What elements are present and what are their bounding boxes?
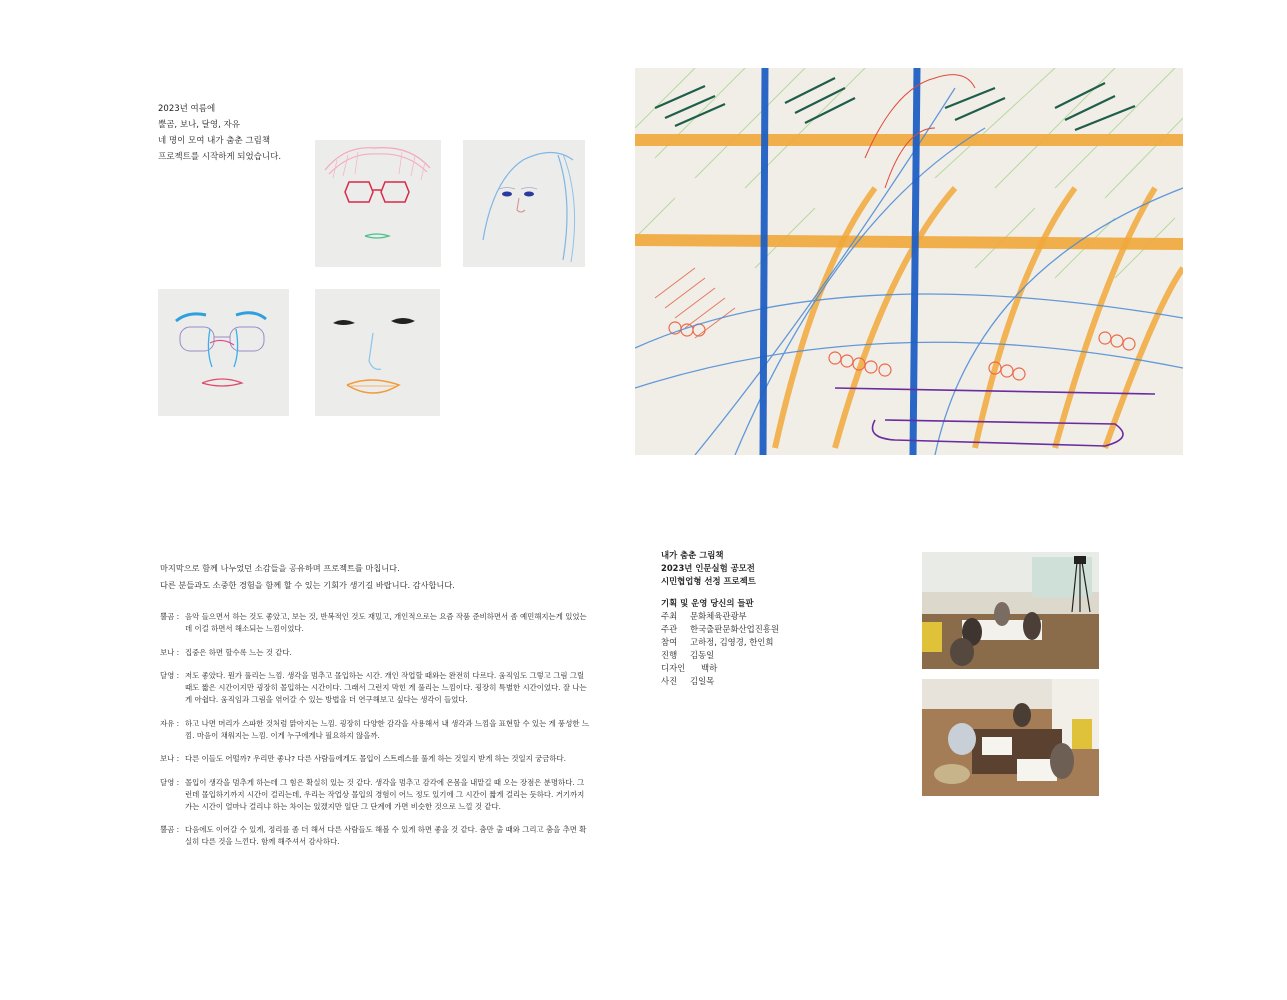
comment-author: 달영 : [160, 777, 180, 787]
comment-text: 하고 나면 머리가 스파한 것처럼 맑아지는 느낌. 굉장히 다양한 감각을 사용해서 내 생각과 느낌을 표현할 수 있는 게 풍성한 느낌. 마음이 채워지는 느낌. 이게 누구에게나 필요하지 않을까. [185, 718, 589, 740]
face-drawing-2 [463, 140, 585, 267]
comment-text: 몰입이 생각을 멈추게 하는데 그 힘은 확실히 있는 것 같다. 생각을 멈추고 감각에 온몸을 내맡길 때 오는 장점은 분명하다. 그런데 몰입하기까지 시간이 걸리는데, 우리는 작업상 몰입의 경험이 어느 정도 있기에 그 시간이 짧게 걸리는 듯하다. 거기까지 가는 시간이 얼마나 걸리냐 하는 차이는 있겠지만 일단 그 단계에 가면 비슷한 것으로 느낄 것 같다. [185, 777, 585, 811]
credit-value: 문화체육관광부 [690, 611, 747, 621]
intro-line: 뿔곰, 보나, 달영, 자유 [158, 120, 240, 130]
intro-line: 프로젝트를 시작하게 되었습니다. [158, 152, 282, 162]
credit-role: 주최 [661, 611, 678, 621]
comment-text: 저도 좋았다. 뭔가 풀리는 느낌. 생각을 멈추고 몰입하는 시간. 개인 작업할 때와는 완전히 다르다. 움직임도 그렇고 그림 그릴 때도 짧은 시간이지만 굉장히 몰입하는 시간이다. 그래서 그런지 막힌 게 풀리는 느낌이다. 굉장히 특별한 시간이었다. 잘 나는 게 아쉽다. 움직임과 그림을 엮어갈 수 있는 방법을 더 연구해보고 싶다는 생각이 들었다. [185, 671, 587, 704]
workshop-photo-1 [922, 552, 1099, 669]
comment-author: 뿔곰 : [160, 825, 180, 834]
comment-text: 음악 들으면서 하는 것도 좋았고, 보는 것, 반복적인 것도 재밌고, 개인적으로는 요즘 작품 준비하면서 좀 예민해지는게 있었는데 이걸 하면서 해소되는 느낌이었다. [185, 612, 587, 633]
comment-item [160, 611, 590, 635]
comment-text: 집중은 하면 할수록 느는 것 같다. [185, 647, 292, 657]
outro-line: 다른 분들과도 소중한 경험을 함께 할 수 있는 기회가 생기길 바랍니다. 감사합니다. [160, 580, 455, 590]
outro-text [160, 560, 455, 594]
comment-item [160, 777, 590, 813]
credit-row [661, 636, 779, 649]
face-drawing-3 [158, 289, 289, 416]
credit-row [661, 662, 779, 675]
credit-row [661, 623, 779, 636]
credit-role: 진행 [661, 650, 678, 660]
credit-row [661, 610, 779, 623]
comments-list [160, 611, 590, 860]
comment-item [160, 824, 590, 848]
credit-role: 디자인 [661, 663, 686, 673]
credit-row [661, 649, 779, 662]
comment-item [160, 670, 590, 706]
outro-line: 마지막으로 함께 나누었던 소감들을 공유하며 프로젝트를 마칩니다. [160, 563, 400, 573]
project-title-line: 내가 춤춘 그림책 [661, 550, 724, 560]
credit-value: 고하정, 김영경, 한인희 [690, 637, 774, 647]
face-drawing-4 [315, 289, 440, 416]
comment-author: 보나 : [160, 754, 180, 763]
comment-text: 다른 이들도 어떨까? 우리만 좋나? 다른 사람들에게도 몰입이 스트레스를 풀게 하는 것일지 받게 하는 것일지 궁금하다. [185, 754, 566, 763]
project-title-line: 시민협업형 선정 프로젝트 [661, 576, 756, 586]
credit-value: 백하 [701, 663, 718, 673]
credit-role: 사진 [661, 676, 678, 686]
crayon-artwork [635, 68, 1183, 455]
credit-role: 참여 [661, 637, 678, 647]
comment-author: 보나 : [160, 647, 180, 657]
comment-item [160, 647, 590, 659]
intro-text [158, 101, 281, 165]
credits-block [661, 549, 779, 688]
face-drawing-1 [315, 140, 441, 267]
credit-value: 한국출판문화산업진흥원 [690, 624, 779, 634]
comment-author: 자유 : [160, 718, 180, 728]
credit-value: 김일목 [690, 676, 715, 686]
comment-author: 뿔곰 : [160, 612, 180, 621]
intro-line: 네 명이 모여 내가 춤춘 그림책 [158, 136, 271, 146]
planner-line: 기획 및 운영 당신의 들판 [661, 598, 754, 608]
comment-item [160, 718, 590, 742]
credit-row [661, 675, 779, 688]
comment-author: 달영 : [160, 671, 180, 680]
project-title-line: 2023년 인문실험 공모전 [661, 563, 755, 573]
workshop-photo-2 [922, 679, 1099, 796]
comment-text: 다음에도 이어갈 수 있게, 정리를 좀 더 해서 다른 사람들도 해볼 수 있게 하면 좋을 것 같다. 춤만 출 때와 그리고 춤을 추면 확실히 다른 것을 느낀다. 함께 해주셔서 감사하다. [185, 825, 587, 846]
credit-value: 김동일 [690, 650, 715, 660]
intro-line: 2023년 여름에 [158, 104, 216, 114]
credit-role: 주관 [661, 624, 678, 634]
comment-item [160, 753, 590, 765]
